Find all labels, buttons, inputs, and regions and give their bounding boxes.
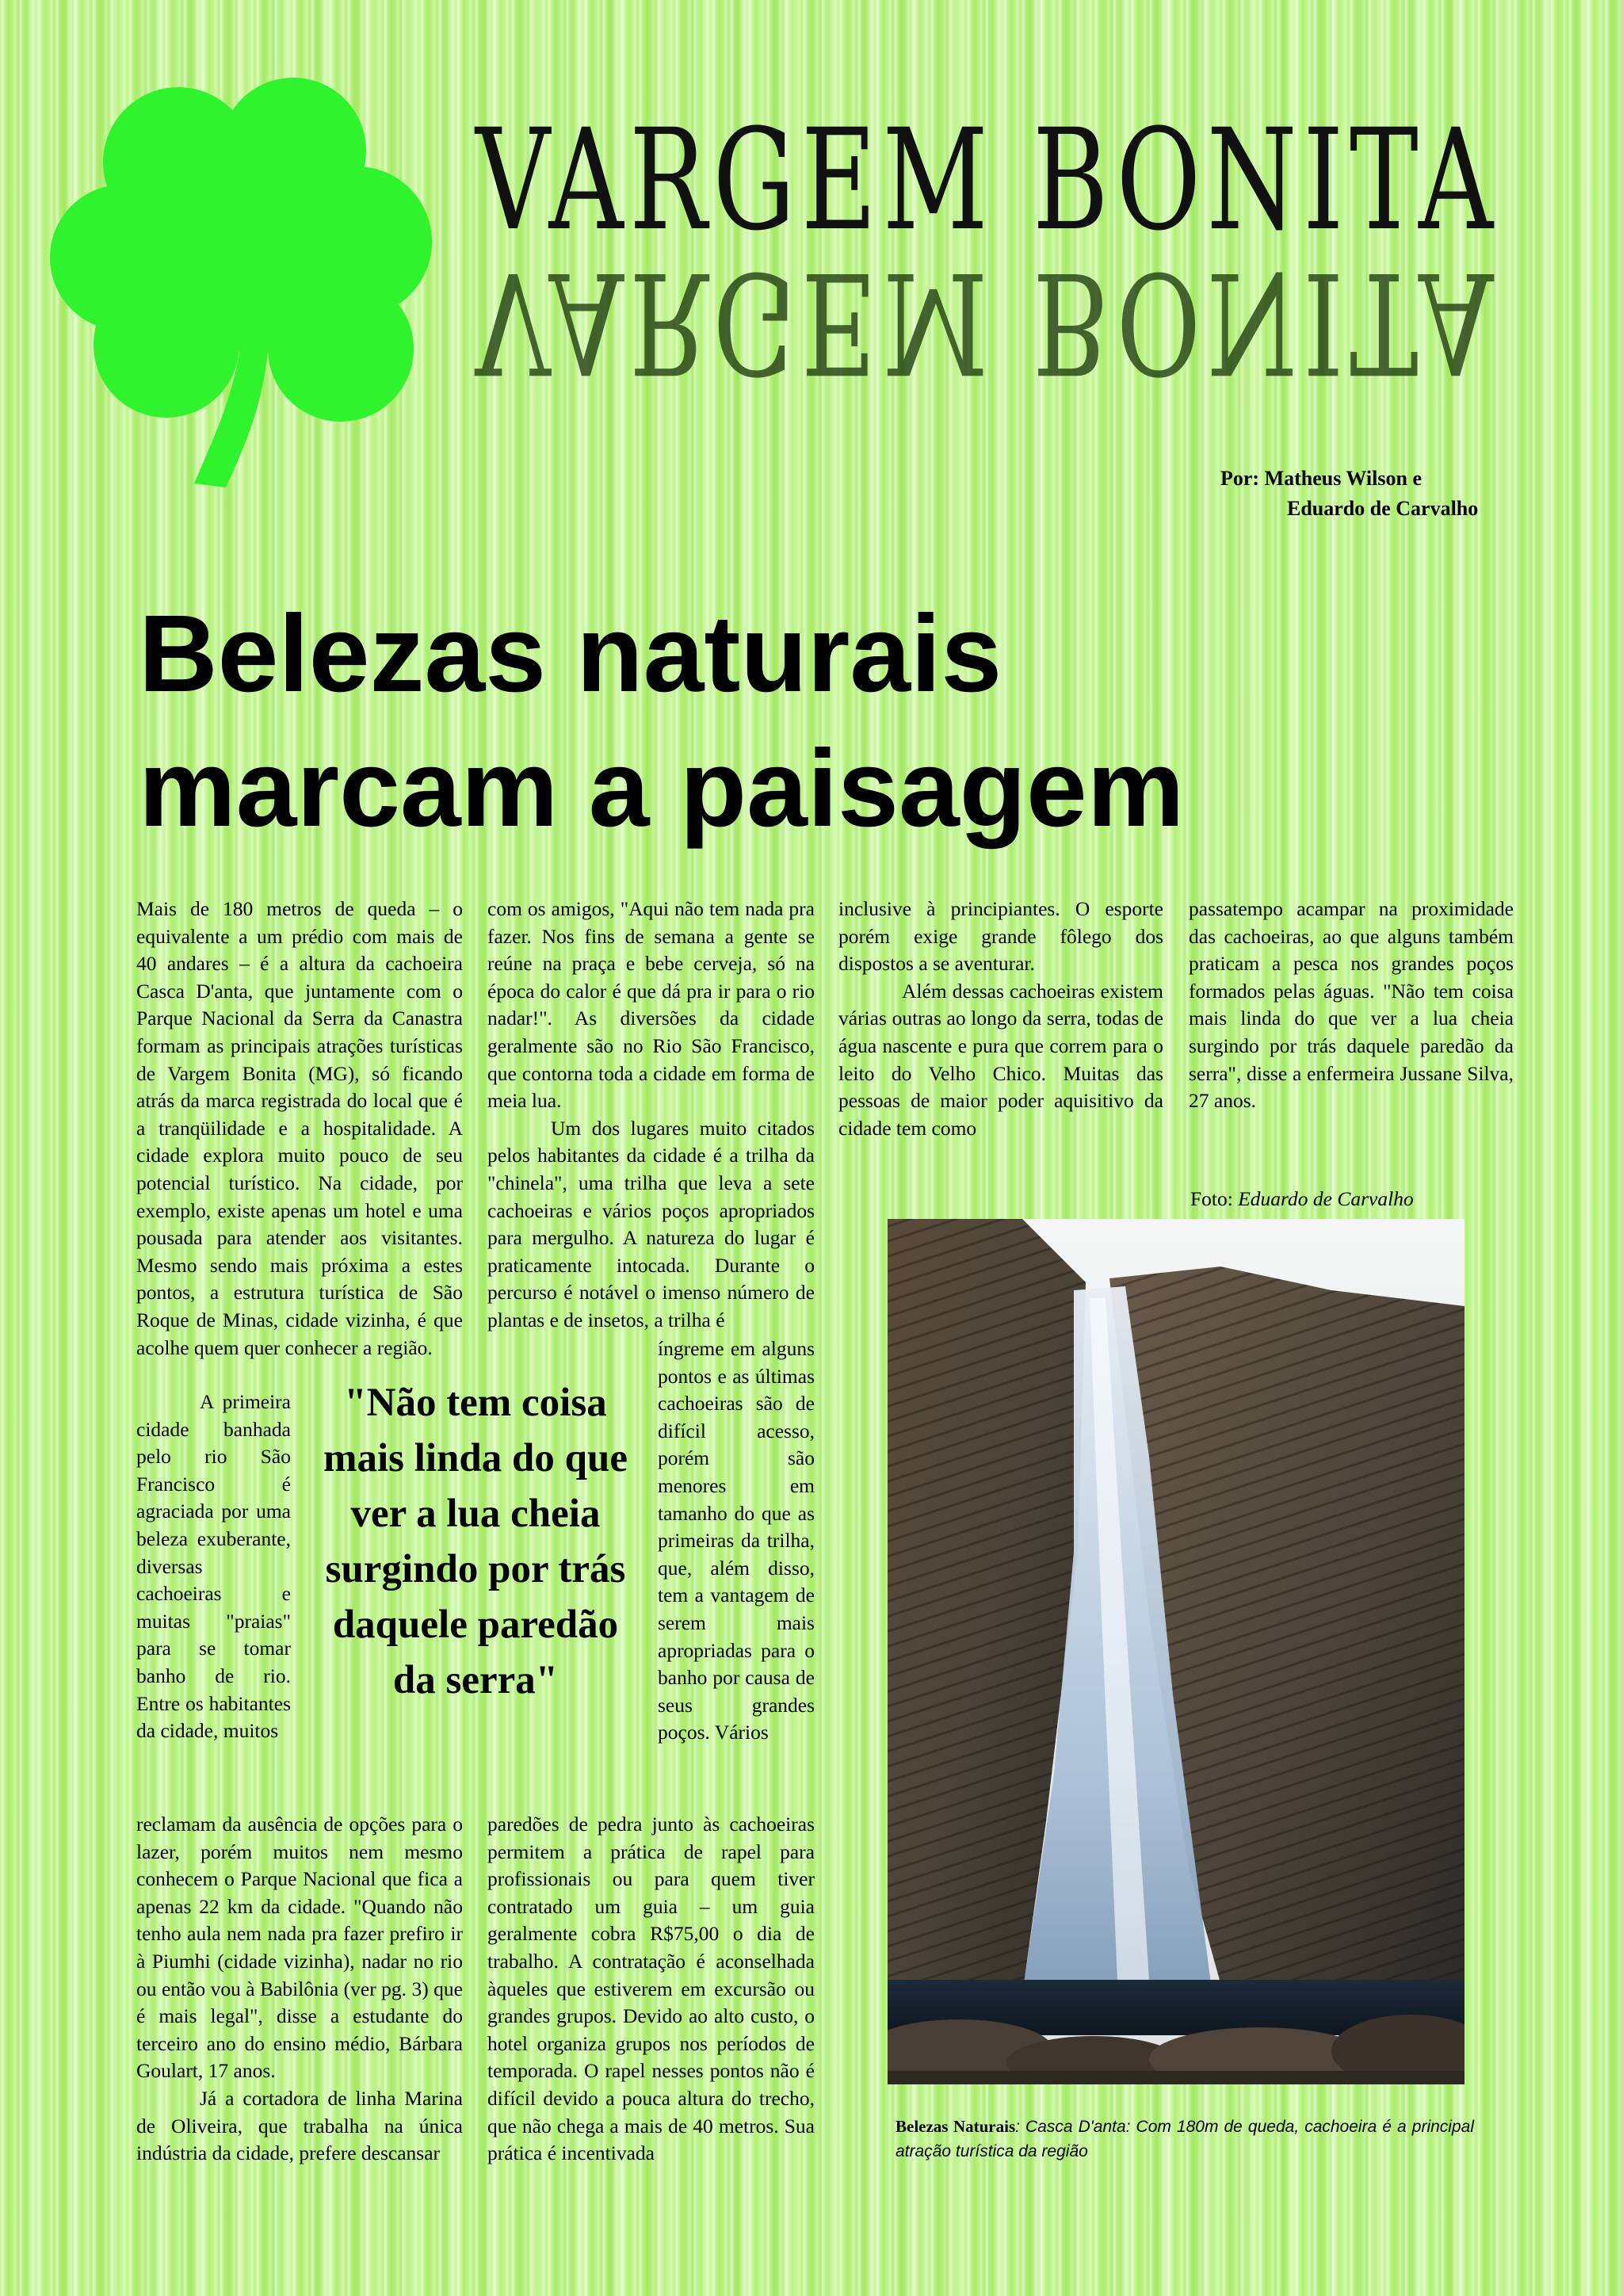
paragraph: com os amigos, "Aqui não tem nada pra fazer. Nos fins de semana a gente se reúne na praça e bebe cerveja, só na época do calor é que dá pra ir para o rio nadar!". As diversões da cidade geralmente são no Rio São Francisco, que contorna toda a cidade em forma de meia lua. — [487, 897, 815, 1113]
masthead-reflection: VARGEM BONITA — [475, 241, 1499, 403]
article-column-1-narrow — [136, 1389, 291, 1745]
photo-credit — [1190, 1187, 1523, 1211]
byline-line-1: Por: Matheus Wilson e — [1220, 467, 1422, 490]
pull-quote: "Não tem coisa mais linda do que ver a lua cheia surgindo por trás daquele paredão da serra" — [323, 1381, 628, 1702]
paragraph: Já a cortadora de linha Marina de Oliveira, que trabalha na única indústria da cidade, prefere descansar — [136, 2086, 463, 2165]
caption-text: : Casca D'anta: Com 180m de queda, cachoeira é a principal atração turística da região — [896, 2118, 1474, 2160]
paragraph: paredões de pedra junto às cachoeiras permitem a prática de rapel para profissionais ou para quem tiver contratado um guia – um guia geralmente cobra R$75,00 o dia de trabalho. A contratação é aconselhada àqueles que estiverem em excursão ou grandes grupos. Devido ao alto custo, o hotel organiza grupos nos períodos de temporada. O rapel nesses pontos não é difícil devido a pouca altura do trecho, que não chega a mais de 40 metros. Sua prática é incentivada — [487, 1813, 815, 2165]
byline — [1220, 464, 1553, 524]
article-column-4 — [1189, 896, 1514, 1115]
paragraph: passatempo acampar na proximidade das cachoeiras, ao que alguns também praticam a pesca nos grandes poços formados pelas águas. "Não tem coisa mais linda do que ver a lua cheia surgindo por trás daquele paredão da serra", disse a enfermeira Jussane Silva, 27 anos. — [1189, 897, 1514, 1113]
headline-line-2: marcam a paisagem — [139, 728, 1185, 850]
article-column-1 — [136, 896, 463, 1362]
photo-credit-name: Eduardo de Carvalho — [1238, 1187, 1414, 1210]
photo-credit-prefix: Foto: — [1190, 1187, 1239, 1210]
masthead — [475, 99, 1522, 412]
article-column-1-bottom — [136, 1811, 463, 2168]
photo-caption — [896, 2115, 1474, 2164]
headline-line-1: Belezas naturais — [139, 593, 1002, 715]
masthead-title: VARGEM BONITA — [475, 99, 1499, 262]
article-column-3 — [838, 896, 1163, 1142]
caption-title: Belezas Naturais — [896, 2117, 1016, 2136]
byline-line-2: Eduardo de Carvalho — [1287, 497, 1479, 520]
four-leaf-clover-icon — [32, 55, 475, 499]
paragraph: íngreme em alguns pontos e as últimas cachoeiras são de difícil acesso, porém são menores em tamanho do que as primeiras da trilha, que, além disso, tem a vantagem de serem mais apropriadas para o banho por causa de seus grandes poços. Vários — [658, 1337, 815, 1744]
article-column-2-bottom — [487, 1811, 815, 2168]
paragraph: Um dos lugares muito citados pelos habitantes da cidade é a trilha da "chinela", uma trilha que leva a sete cachoeiras e vários poços apropriados para mergulho. A natureza do lugar é praticamente intocada. Durante o percurso é notável o imenso número de plantas e de insetos, a trilha é — [487, 1116, 815, 1331]
headline — [139, 586, 1486, 856]
paragraph: reclamam da ausência de opções para o lazer, porém muitos nem mesmo conhecem o Parque Nacional que fica a apenas 22 km da cidade. "Quando não tenho aula nem nada pra fazer prefiro ir à Piumhi (cidade vizinha), nadar no rio ou então vou à Babilônia (ver pg. 3) que é mais legal", disse a estudante do terceiro ano do ensino médio, Bárbara Goulart, 17 anos. — [136, 1813, 463, 2083]
article-column-2-narrow — [658, 1335, 815, 1747]
waterfall-photo — [888, 1219, 1465, 2084]
paragraph: inclusive à principiantes. O esporte porém exige grande fôlego dos dispostos a se aventurar. — [838, 897, 1163, 976]
paragraph: Mais de 180 metros de queda – o equivalente a um prédio com mais de 40 andares – é a altura da cachoeira Casca D'anta, que juntamente com o Parque Nacional da Serra da Canastra formam as principais atrações turísticas de Vargem Bonita (MG), só ficando atrás da marca registrada do local que é a tranqüilidade e a hospitalidade. A cidade explora muito pouco de seu potencial turístico. Na cidade, por exemplo, existe apenas um hotel e uma pousada para atender aos visitantes. Mesmo sendo mais próxima a estes pontos, a estrutura turística de São Roque de Minas, cidade vizinha, é que acolhe quem quer conhecer a região. — [136, 897, 463, 1359]
paragraph: Além dessas cachoeiras existem várias outras ao longo da serra, todas de água nascente e pura que correm para o leito do Velho Chico. Muitas das pessoas de maior poder aquisitivo da cidade tem como — [838, 979, 1163, 1140]
paragraph: A primeira cidade banhada pelo rio São Francisco é agraciada por uma beleza exuberante, diversas cachoeiras e muitas "praias" para se tomar banho de rio. Entre os habitantes da cidade, muitos — [136, 1390, 291, 1743]
article-column-2 — [487, 896, 815, 1335]
